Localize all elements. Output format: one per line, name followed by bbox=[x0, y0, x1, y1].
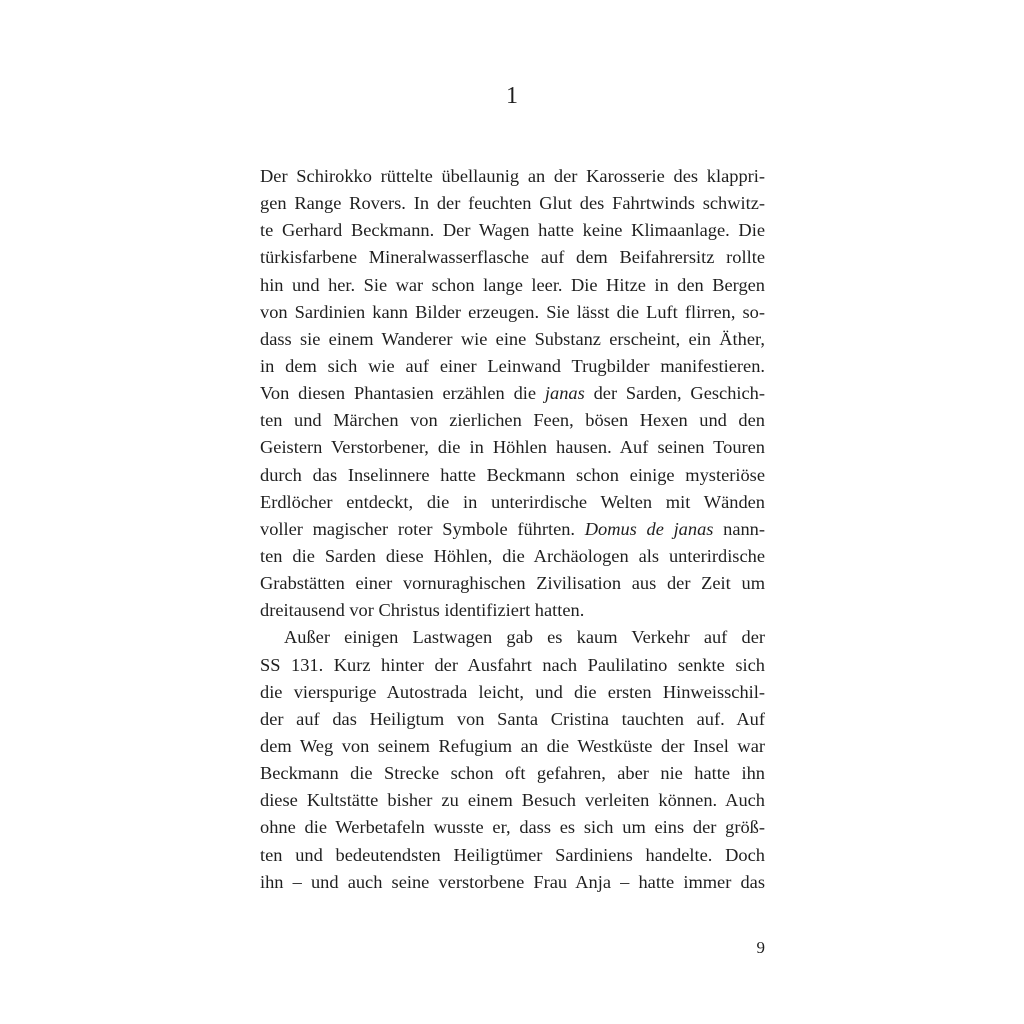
text-line bbox=[260, 624, 765, 651]
text-line bbox=[260, 190, 765, 217]
text-line bbox=[260, 760, 765, 787]
text-segment: die vierspurige Autostrada leicht, und die ersten Hinweisschil- bbox=[260, 681, 765, 702]
text-line bbox=[260, 679, 765, 706]
text-segment: ohne die Werbetafeln wusste er, dass es sich um eins der größ- bbox=[260, 817, 765, 838]
text-segment: te Gerhard Beckmann. Der Wagen hatte keine Klimaanlage. Die bbox=[260, 220, 765, 241]
text-line bbox=[260, 163, 765, 190]
text-segment: durch das Inselinnere hatte Beckmann schon einige mysteriöse bbox=[260, 464, 765, 485]
text-segment: Von diesen Phantasien erzählen die bbox=[260, 383, 545, 404]
text-line bbox=[260, 434, 765, 461]
text-line bbox=[260, 353, 765, 380]
text-segment: gen Range Rovers. In der feuchten Glut des Fahrtwinds schwitz- bbox=[260, 193, 765, 214]
text-segment: Beckmann die Strecke schon oft gefahren, aber nie hatte ihn bbox=[260, 763, 765, 784]
text-line bbox=[260, 597, 765, 624]
text-segment: ten und bedeutendsten Heiligtümer Sardiniens handelte. Doch bbox=[260, 844, 765, 865]
text-line bbox=[260, 652, 765, 679]
text-segment: dass sie einem Wanderer wie eine Substanz erscheint, ein Äther, bbox=[260, 328, 765, 349]
text-line bbox=[260, 814, 765, 841]
body-text bbox=[260, 163, 765, 896]
italic-text: Domus de janas bbox=[584, 518, 714, 539]
text-line bbox=[260, 489, 765, 516]
text-line bbox=[260, 380, 765, 407]
text-segment: hin und her. Sie war schon lange leer. Die Hitze in den Bergen bbox=[260, 274, 765, 295]
text-segment: von Sardinien kann Bilder erzeugen. Sie lässt die Luft flirren, so- bbox=[260, 301, 765, 322]
text-segment: ten die Sarden diese Höhlen, die Archäologen als unterirdische bbox=[260, 545, 765, 566]
text-segment: türkisfarbene Mineralwasserflasche auf dem Beifahrersitz rollte bbox=[260, 247, 765, 268]
text-line bbox=[260, 244, 765, 271]
text-segment: Erdlöcher entdeckt, die in unterirdische Welten mit Wänden bbox=[260, 491, 765, 512]
text-segment: der auf das Heiligtum von Santa Cristina tauchten auf. Auf bbox=[260, 708, 765, 729]
text-segment: SS 131. Kurz hinter der Ausfahrt nach Paulilatino senkte sich bbox=[260, 654, 765, 675]
text-segment: diese Kultstätte bisher zu einem Besuch verleiten können. Auch bbox=[260, 790, 765, 811]
text-line bbox=[260, 570, 765, 597]
text-segment: ihn – und auch seine verstorbene Frau Anja – hatte immer das bbox=[260, 871, 765, 892]
text-line bbox=[260, 787, 765, 814]
text-line bbox=[260, 842, 765, 869]
text-line bbox=[260, 299, 765, 326]
text-line bbox=[260, 516, 765, 543]
text-segment: der Sarden, Geschich- bbox=[584, 383, 765, 404]
text-segment: nann- bbox=[713, 518, 765, 539]
text-line bbox=[260, 733, 765, 760]
text-segment: dreitausend vor Christus identifiziert hatten. bbox=[260, 600, 585, 621]
italic-text: janas bbox=[544, 383, 585, 404]
text-segment: Geistern Verstorbener, die in Höhlen hausen. Auf seinen Touren bbox=[260, 437, 765, 458]
chapter-number: 1 bbox=[506, 83, 518, 109]
text-line bbox=[260, 706, 765, 733]
page-number: 9 bbox=[756, 938, 765, 957]
text-segment: in dem sich wie auf einer Leinwand Trugbilder manifestieren. bbox=[260, 355, 765, 376]
text-line bbox=[260, 407, 765, 434]
text-line bbox=[260, 217, 765, 244]
text-line bbox=[260, 869, 765, 896]
text-segment: Der Schirokko rüttelte übellaunig an der Karosserie des klappri- bbox=[260, 166, 765, 186]
text-segment: voller magischer roter Symbole führten. bbox=[260, 518, 585, 539]
text-segment: Außer einigen Lastwagen gab es kaum Verkehr auf der bbox=[284, 627, 765, 648]
text-line bbox=[260, 462, 765, 489]
text-segment: Grabstätten einer vornuraghischen Zivilisation aus der Zeit um bbox=[260, 573, 765, 594]
text-line bbox=[260, 272, 765, 299]
text-line bbox=[260, 326, 765, 353]
text-segment: ten und Märchen von zierlichen Feen, bösen Hexen und den bbox=[260, 410, 765, 431]
text-line bbox=[260, 543, 765, 570]
text-segment: dem Weg von seinem Refugium an die Westküste der Insel war bbox=[260, 735, 765, 756]
